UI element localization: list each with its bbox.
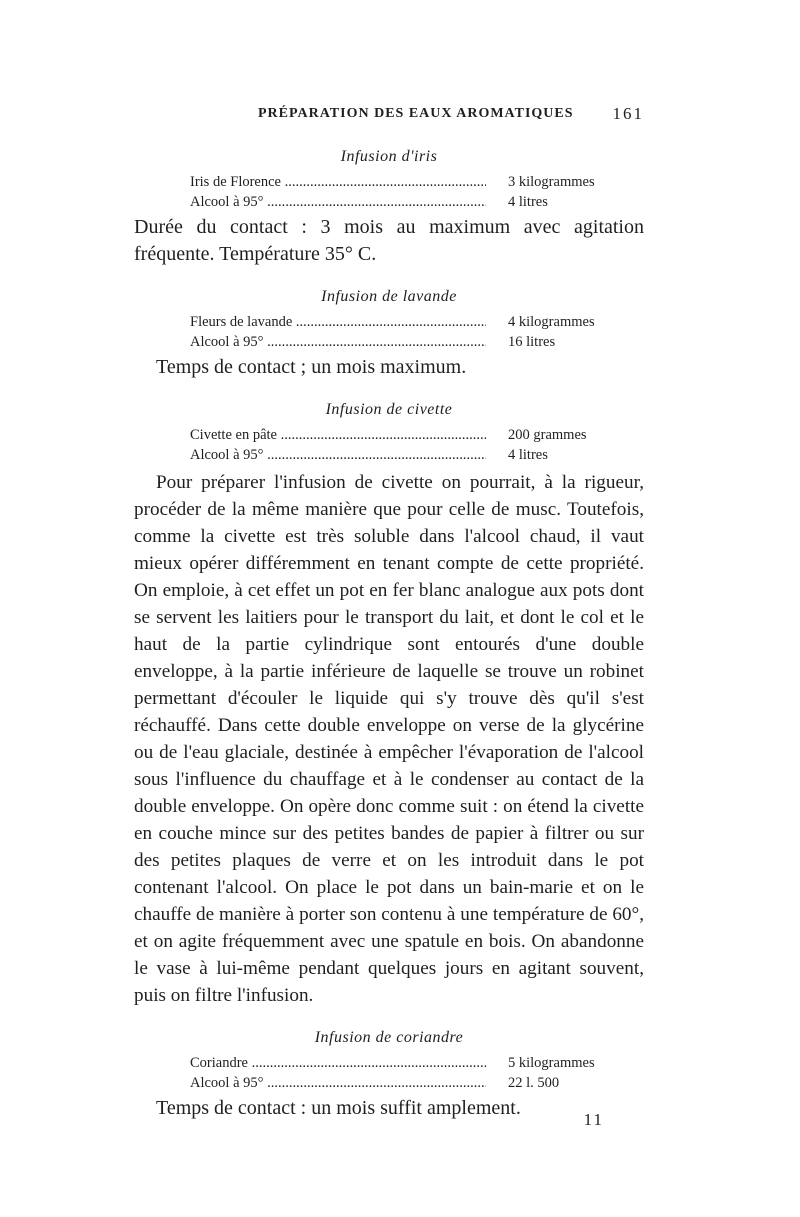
running-header — [134, 100, 644, 130]
ingredient-name: Iris de Florence ..... — [190, 172, 486, 192]
ingredient-quantity: 22 l. 500 — [508, 1075, 560, 1091]
recipe-row — [190, 192, 644, 212]
recipe-civette — [190, 425, 644, 465]
recipe-row — [190, 312, 644, 332]
document-page — [134, 100, 644, 1129]
ingredient-name: Alcool à 95° ..... — [190, 192, 486, 212]
section-note-lavande: Temps de contact ; un mois maximum. — [156, 356, 467, 378]
signature-mark: 11 — [583, 1110, 604, 1129]
recipe-row — [190, 1053, 644, 1073]
recipe-row — [190, 425, 644, 445]
ingredient-quantity: 4 litres — [508, 194, 548, 210]
ingredient-name: Alcool à 95° ..... — [190, 445, 486, 465]
header-title: PRÉPARATION DES EAUX AROMATIQUES — [258, 106, 574, 121]
section-note-iris: Durée du contact : 3 mois au maximum avec agitation fréquente. Température 35° C. — [134, 216, 644, 265]
recipe-coriandre — [190, 1053, 644, 1093]
section-heading-coriandre: Infusion de coriandre — [314, 1029, 464, 1046]
recipe-lavande — [190, 312, 644, 352]
ingredient-quantity: 5 kilogrammes — [508, 1055, 595, 1071]
section-heading-lavande: Infusion de lavande — [321, 288, 457, 305]
ingredient-quantity: 4 kilogrammes — [508, 314, 595, 330]
ingredient-name: Alcool à 95° ..... — [190, 332, 486, 352]
ingredient-name: Coriandre ..... — [190, 1053, 486, 1073]
section-body-civette: Pour préparer l'infusion de civette on pourrait, à la rigueur, procéder de la même manière que pour celle de musc. Toutefois, comme la civette est très soluble dans l'alcool chaud, il vaut mieux opérer différemment en tenant compte de cette propriété. On emploie, à cet effet un pot en fer blanc analogue aux pots dont se servent les laitiers pour le transport du lait, et dont le col et le haut de la partie cylindrique sont entourés d'une double enveloppe, à la partie inférieure de laquelle se trouve un robinet permettant d'écouler le liquide qui s'y trouve dès qu'il s'est réchauffé. Dans cette double enveloppe on verse de la glycérine ou de l'eau glaciale, destinée à empêcher l'évaporation de l'alcool sous l'influence du chauffage et à le condenser au contact de la double enveloppe. On opère donc comme suit : on étend la civette en couche mince sur des petites bandes de papier à filtrer ou sur des petites plaques de verre et on les introduit dans le pot contenant l'alcool. On place le pot dans un bain-marie et on le chauffe de manière à porter son contenu à une température de 60°, et on agite fréquemment avec une spatule en bois. On abandonne le vase à lui-même pendant quelques jours en agitant souvent, puis on filtre l'infusion. — [134, 472, 644, 1006]
ingredient-quantity: 200 grammes — [508, 427, 587, 443]
section-heading-civette: Infusion de civette — [325, 401, 453, 418]
recipe-row — [190, 1073, 644, 1093]
recipe-iris — [190, 172, 644, 212]
section-heading-iris: Infusion d'iris — [340, 148, 438, 165]
ingredient-quantity: 16 litres — [508, 334, 556, 350]
ingredient-quantity: 4 litres — [508, 447, 548, 463]
recipe-row — [190, 172, 644, 192]
recipe-row — [190, 332, 644, 352]
section-note-coriandre: Temps de contact : un mois suffit amplement. — [156, 1097, 521, 1119]
page-number: 161 — [612, 104, 644, 123]
recipe-row — [190, 445, 644, 465]
ingredient-name: Alcool à 95° ..... — [190, 1073, 486, 1093]
ingredient-name: Civette en pâte ..... — [190, 425, 486, 445]
ingredient-name: Fleurs de lavande ..... — [190, 312, 486, 332]
ingredient-quantity: 3 kilogrammes — [508, 174, 595, 190]
